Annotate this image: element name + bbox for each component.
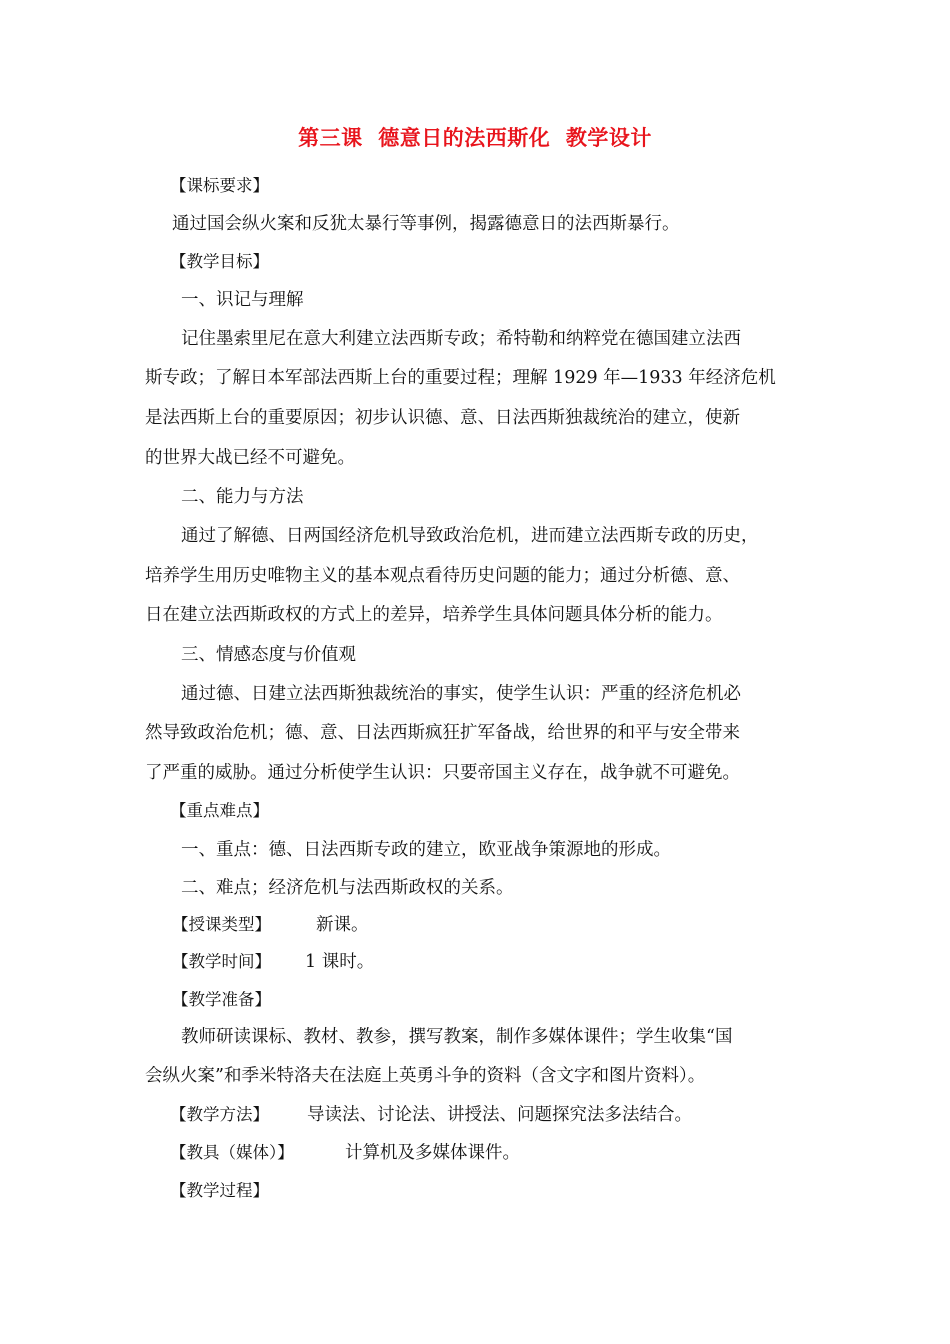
tools-heading: 【教具（媒体）】: [170, 1143, 294, 1162]
methods-value: 导读法、讨论法、讲授法、问题探究法多法结合。: [307, 1105, 692, 1125]
objectives-sub3-line: 了严重的威胁。通过分析使学生认识：只要帝国主义存在，战争就不可避免。: [145, 763, 740, 783]
tools-value: 计算机及多媒体课件。: [345, 1143, 520, 1163]
objectives-sub1-line: 记住墨索里尼在意大利建立法西斯专政；希特勒和纳粹党在德国建立法西: [181, 329, 741, 349]
preparation-heading: 【教学准备】: [172, 990, 271, 1009]
objectives-sub1-line: 是法西斯上台的重要原因；初步认识德、意、日法西斯独裁统治的建立，使新: [145, 408, 740, 428]
preparation-line: 会纵火案”和季米特洛夫在法庭上英勇斗争的资料（含文字和图片资料）。: [145, 1066, 706, 1086]
teaching-time-value: 1 课时。: [305, 952, 375, 972]
objectives-sub3-title: 三、情感态度与价值观: [181, 645, 356, 665]
objectives-sub2-line: 通过了解德、日两国经济危机导致政治危机，进而建立法西斯专政的历史，: [181, 526, 759, 546]
document-title: 第三课 德意日的法西斯化 教学设计: [298, 126, 652, 150]
curriculum-heading: 【课标要求】: [170, 176, 269, 195]
lesson-type-heading: 【授课类型】: [172, 915, 271, 934]
objectives-sub2-line: 日在建立法西斯政权的方式上的差异，培养学生具体问题具体分析的能力。: [145, 605, 723, 625]
teaching-time-heading: 【教学时间】: [172, 952, 271, 971]
key-points-heading: 【重点难点】: [170, 801, 269, 820]
methods-heading: 【教学方法】: [170, 1105, 269, 1124]
objectives-sub3-line: 然导致政治危机；德、意、日法西斯疯狂扩军备战，给世界的和平与安全带来: [145, 723, 740, 743]
lesson-type-value: 新课。: [316, 915, 369, 935]
preparation-line: 教师研读课标、教材、教参，撰写教案，制作多媒体课件；学生收集“国: [181, 1027, 733, 1047]
difficult-point-text: 二、难点；经济危机与法西斯政权的关系。: [181, 878, 514, 898]
objectives-sub2-title: 二、能力与方法: [181, 487, 304, 507]
objectives-heading: 【教学目标】: [170, 252, 269, 271]
key-point-text: 一、重点：德、日法西斯专政的建立，欧亚战争策源地的形成。: [181, 840, 671, 860]
objectives-sub2-line: 培养学生用历史唯物主义的基本观点看待历史问题的能力；通过分析德、意、: [145, 566, 740, 586]
process-heading: 【教学过程】: [170, 1181, 269, 1200]
objectives-sub1-line: 的世界大战已经不可避免。: [145, 448, 355, 468]
curriculum-text: 通过国会纵火案和反犹太暴行等事例，揭露德意日的法西斯暴行。: [172, 214, 680, 234]
objectives-sub1-title: 一、识记与理解: [181, 290, 304, 310]
objectives-sub3-line: 通过德、日建立法西斯独裁统治的事实，使学生认识：严重的经济危机必: [181, 684, 741, 704]
objectives-sub1-line: 斯专政；了解日本军部法西斯上台的重要过程；理解 1929 年—1933 年经济危机: [145, 368, 776, 388]
